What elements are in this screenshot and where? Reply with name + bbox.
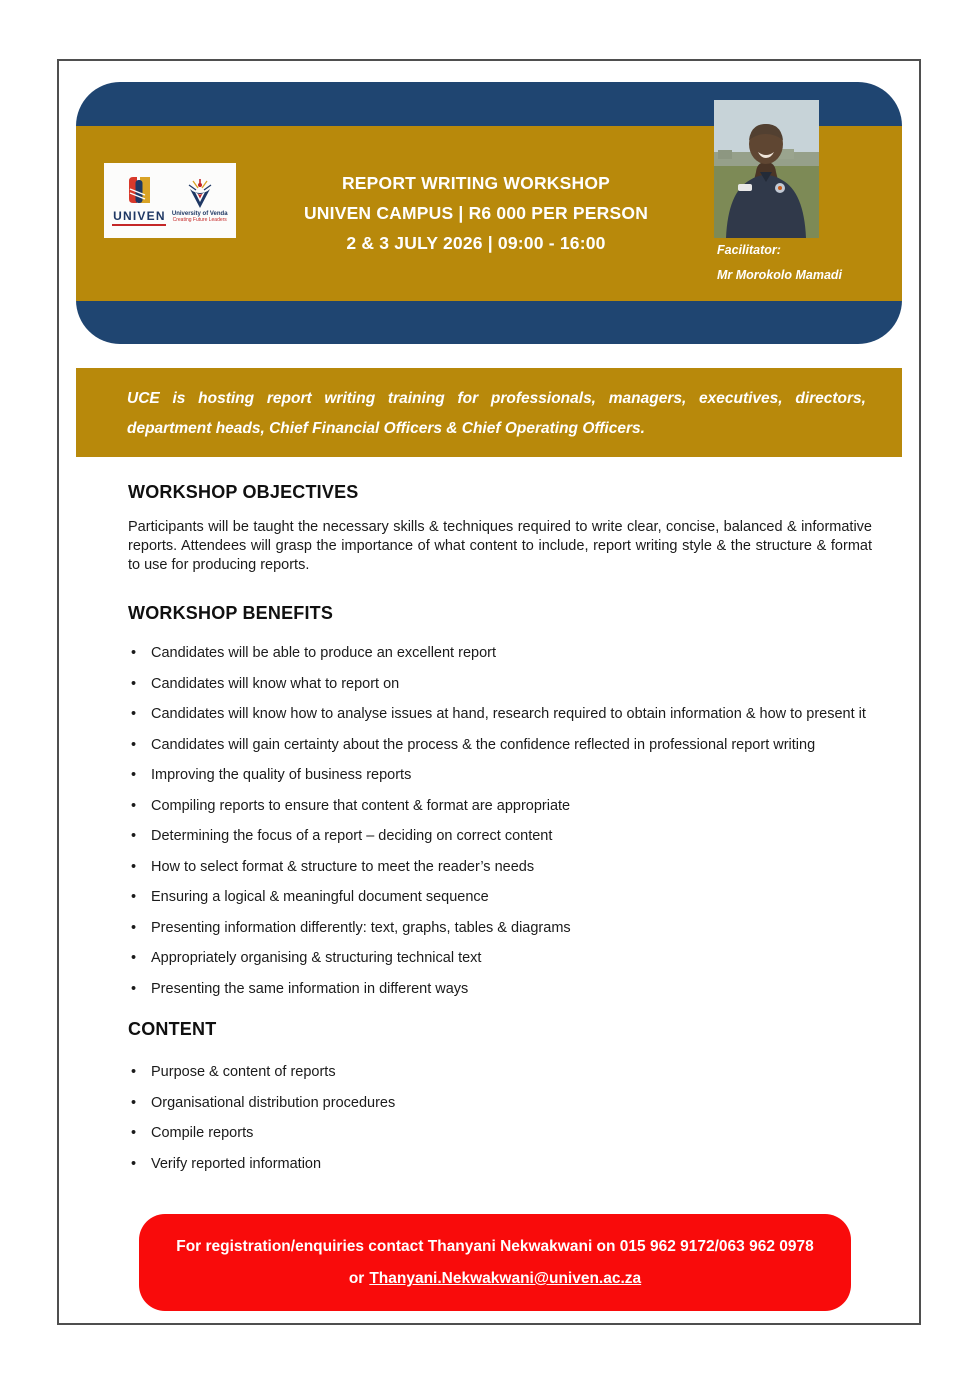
bullet-icon: •	[131, 1125, 137, 1141]
contact-line2	[139, 1270, 851, 1288]
contact-or-prefix: or	[348, 1270, 365, 1287]
list-item-text: Candidates will gain certainty about the process & the confidence reflected in professional report writing	[151, 736, 816, 753]
workshop-title-line3: 2 & 3 JULY 2026 | 09:00 - 16:00	[346, 233, 606, 253]
workshop-title-line1: REPORT WRITING WORKSHOP	[341, 173, 611, 193]
bullet-icon: •	[131, 645, 137, 661]
flyer-body	[128, 482, 872, 1185]
list-item-text: Purpose & content of reports	[151, 1064, 336, 1080]
intro-banner: UCE is hosting report writing training for professionals, managers, executives, directors, department heads, Chief Financial Officers & Chief Operating Officers.	[76, 368, 902, 457]
list-item-text: Improving the quality of business reports	[151, 767, 412, 783]
univen-mark-icon	[123, 175, 155, 207]
list-item	[128, 644, 872, 664]
bullet-icon: •	[131, 919, 137, 936]
list-item	[128, 1155, 872, 1175]
list-item-text: Presenting the same information in different ways	[151, 980, 469, 997]
flyer-page	[57, 59, 921, 1325]
list-item	[128, 797, 872, 817]
facilitator-name: Mr Morokolo Mamadi	[717, 267, 843, 282]
bullet-icon: •	[131, 675, 137, 692]
benefits-list	[128, 644, 872, 999]
list-item-text: Determining the focus of a report – deciding on correct content	[151, 828, 553, 844]
heading-workshop-benefits: WORKSHOP BENEFITS	[128, 603, 334, 623]
list-item-text: How to select format & structure to meet the reader’s needs	[151, 858, 535, 875]
contact-email-link[interactable]: Thanyani.Nekwakwani@univen.ac.za	[369, 1270, 642, 1287]
univen-logo-caption-line	[112, 224, 166, 226]
bullet-icon: •	[131, 1155, 137, 1172]
university-of-venda-logo	[172, 179, 228, 223]
univen-logo	[112, 175, 166, 226]
list-item	[128, 980, 872, 1000]
list-item-text: Compiling reports to ensure that content & format are appropriate	[151, 797, 571, 814]
list-item-text: Candidates will know how to analyse issues at hand, research required to obtain information & how to present it	[151, 706, 866, 722]
bullet-icon: •	[131, 706, 137, 722]
list-item	[128, 675, 872, 695]
bullet-icon: •	[131, 1094, 137, 1111]
list-item	[128, 827, 872, 847]
list-item	[128, 705, 872, 725]
bullet-icon: •	[131, 736, 137, 753]
university-of-venda-crest-icon	[187, 179, 213, 209]
list-item	[128, 1063, 872, 1083]
list-item	[128, 949, 872, 969]
list-item-text: Ensuring a logical & meaningful document sequence	[151, 889, 489, 905]
heading-workshop-objectives: WORKSHOP OBJECTIVES	[128, 482, 359, 502]
list-item-text: Compile reports	[151, 1125, 254, 1141]
bullet-icon: •	[131, 828, 137, 844]
contact-box	[139, 1214, 851, 1311]
bullet-icon: •	[131, 767, 137, 783]
univen-logo-box	[104, 163, 236, 238]
facilitator-photo-image	[714, 100, 819, 238]
heading-content: CONTENT	[128, 1019, 217, 1039]
list-item	[128, 888, 872, 908]
list-item-text: Organisational distribution procedures	[151, 1094, 396, 1111]
list-item-text: Presenting information differently: text, graphs, tables & diagrams	[151, 919, 571, 936]
facilitator-caption	[717, 244, 842, 281]
workshop-title-line2: UNIVEN CAMPUS | R6 000 PER PERSON	[303, 203, 649, 223]
content-list	[128, 1063, 872, 1174]
bullet-icon: •	[131, 889, 137, 905]
list-item	[128, 919, 872, 939]
list-item	[128, 766, 872, 786]
list-item	[128, 1094, 872, 1114]
list-item-text: Candidates will know what to report on	[151, 675, 400, 692]
list-item	[128, 1124, 872, 1144]
bullet-icon: •	[131, 858, 137, 875]
univen-wordmark: UNIVEN	[113, 209, 166, 223]
university-name: University of Venda	[171, 210, 228, 217]
list-item	[128, 736, 872, 756]
list-item-text: Candidates will be able to produce an excellent report	[151, 645, 496, 661]
university-tagline: Creating Future Leaders	[172, 216, 227, 223]
facilitator-label: Facilitator:	[717, 243, 781, 257]
workshop-title-block	[236, 168, 716, 258]
bullet-icon: •	[131, 797, 137, 814]
list-item-text: Verify reported information	[151, 1155, 322, 1172]
facilitator-photo	[714, 100, 819, 238]
list-item	[128, 858, 872, 878]
bullet-icon: •	[131, 1064, 137, 1080]
bullet-icon: •	[131, 980, 137, 997]
list-item-text: Appropriately organising & structuring technical text	[151, 950, 482, 966]
bullet-icon: •	[131, 950, 137, 966]
header-card	[76, 82, 902, 344]
contact-line1: For registration/enquiries contact Thanyani Nekwakwani on 015 962 9172/063 962 0978	[176, 1238, 814, 1255]
objectives-paragraph: Participants will be taught the necessary skills & techniques required to write clear, concise, balanced & informative reports. Attendees will grasp the importance of what content to include, report writing style & the structure & format to use for producing reports.	[128, 519, 872, 573]
